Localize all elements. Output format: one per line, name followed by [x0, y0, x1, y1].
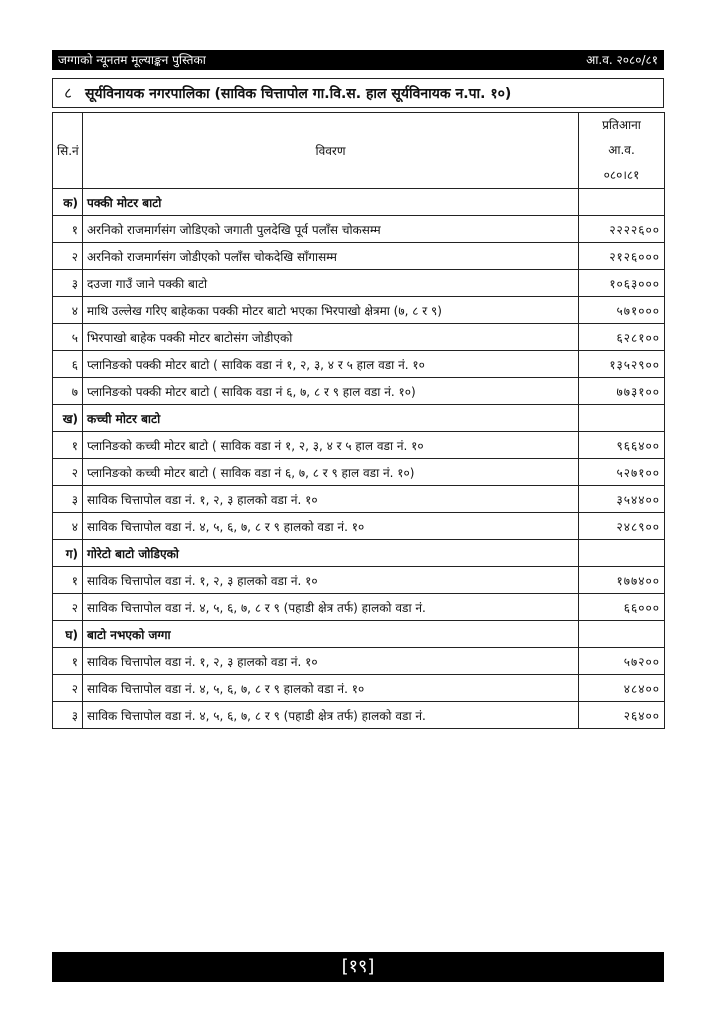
table-row	[53, 324, 665, 351]
serial-number: १	[53, 216, 83, 243]
row-rate: १७७४००	[579, 567, 665, 594]
row-rate: ५७२००	[579, 648, 665, 675]
table-row	[53, 270, 665, 297]
rate-header-line3: ०८०।८१	[603, 168, 640, 182]
table-header-row	[53, 113, 665, 189]
serial-number: १	[53, 648, 83, 675]
table-row	[53, 513, 665, 540]
land-valuation-table	[52, 112, 665, 729]
group-title: बाटो नभएको जग्गा	[83, 621, 579, 648]
row-description: दउजा गाउँ जाने पक्की बाटो	[83, 270, 579, 297]
row-description: माथि उल्लेख गरिए बाहेकका पक्की मोटर बाटो भएका भिरपाखो क्षेत्रमा (७, ८ र ९)	[83, 297, 579, 324]
row-rate: २२२२६००	[579, 216, 665, 243]
rate-header-line2: आ.व.	[608, 143, 635, 157]
table-row	[53, 486, 665, 513]
table-row	[53, 378, 665, 405]
row-description: अरनिको राजमार्गसंग जोडीएको पलाँस चोकदेखि साँगासम्म	[83, 243, 579, 270]
section-row	[53, 540, 665, 567]
serial-number: ३	[53, 270, 83, 297]
row-description: साविक चित्तापोल वडा नं. ४, ५, ६, ७, ८ र ९ हालको वडा नं. १०	[83, 675, 579, 702]
section-row	[53, 405, 665, 432]
row-rate: १३५२९००	[579, 351, 665, 378]
group-label: क)	[53, 189, 83, 216]
row-rate: ४८४००	[579, 675, 665, 702]
serial-number: ७	[53, 378, 83, 405]
serial-number: २	[53, 459, 83, 486]
fiscal-year: आ.व. २०८०/८१	[586, 53, 658, 67]
row-rate: १०६३०००	[579, 270, 665, 297]
table-row	[53, 567, 665, 594]
row-rate: ९६६४००	[579, 432, 665, 459]
page-number: [१९]	[341, 956, 375, 977]
serial-number: २	[53, 243, 83, 270]
section-number: ८	[64, 84, 72, 102]
row-description: साविक चित्तापोल वडा नं. १, २, ३ हालको वडा नं. १०	[83, 486, 579, 513]
row-description: अरनिको राजमार्गसंग जोडिएको जगाती पुलदेखि पूर्व पलाँस चोकसम्म	[83, 216, 579, 243]
group-title: कच्ची मोटर बाटो	[83, 405, 579, 432]
section-title: सूर्यविनायक नगरपालिका (साविक चित्तापोल गा.वि.स. हाल सूर्यविनायक न.पा. १०)	[85, 85, 512, 102]
table-body	[53, 189, 665, 729]
group-rate-empty	[579, 405, 665, 432]
col-header-description: विवरण	[83, 113, 579, 189]
row-description: साविक चित्तापोल वडा नं. १, २, ३ हालको वडा नं. १०	[83, 567, 579, 594]
group-rate-empty	[579, 540, 665, 567]
table-row	[53, 297, 665, 324]
row-rate: २६४००	[579, 702, 665, 729]
group-rate-empty	[579, 621, 665, 648]
row-rate: ६६०००	[579, 594, 665, 621]
serial-number: २	[53, 675, 83, 702]
row-description: प्लानिङको कच्ची मोटर बाटो ( साविक वडा नं १, २, ३, ४ र ५ हाल वडा नं. १०	[83, 432, 579, 459]
row-rate: २१२६०००	[579, 243, 665, 270]
group-label: ग)	[53, 540, 83, 567]
row-description: साविक चित्तापोल वडा नं. १, २, ३ हालको वडा नं. १०	[83, 648, 579, 675]
row-description: प्लानिङको कच्ची मोटर बाटो ( साविक वडा नं ६, ७, ८ र ९ हाल वडा नं. १०)	[83, 459, 579, 486]
row-rate: ७७३१००	[579, 378, 665, 405]
serial-number: ३	[53, 486, 83, 513]
serial-number: ४	[53, 513, 83, 540]
serial-number: ५	[53, 324, 83, 351]
group-title: गोरेटो बाटो जोडिएको	[83, 540, 579, 567]
table-row	[53, 675, 665, 702]
group-rate-empty	[579, 189, 665, 216]
row-description: साविक चित्तापोल वडा नं. ४, ५, ६, ७, ८ र ९ हालको वडा नं. १०	[83, 513, 579, 540]
table-row	[53, 459, 665, 486]
table-row	[53, 243, 665, 270]
row-description: प्लानिङको पक्की मोटर बाटो ( साविक वडा नं ६, ७, ८ र ९ हाल वडा नं. १०)	[83, 378, 579, 405]
section-row	[53, 189, 665, 216]
serial-number: ४	[53, 297, 83, 324]
col-header-sn: सि.नं	[53, 113, 83, 189]
group-label: घ)	[53, 621, 83, 648]
row-description: साविक चित्तापोल वडा नं. ४, ५, ६, ७, ८ र ९ (पहाडी क्षेत्र तर्फ) हालको वडा नं.	[83, 702, 579, 729]
row-rate: ५७१०००	[579, 297, 665, 324]
table-row	[53, 216, 665, 243]
table-row	[53, 594, 665, 621]
serial-number: ६	[53, 351, 83, 378]
page-footer-bar	[52, 952, 664, 982]
section-heading	[52, 78, 664, 108]
serial-number: ३	[53, 702, 83, 729]
section-row	[53, 621, 665, 648]
group-title: पक्की मोटर बाटो	[83, 189, 579, 216]
table-row	[53, 432, 665, 459]
table-row	[53, 702, 665, 729]
booklet-title: जग्गाको न्यूनतम मूल्याङ्कन पुस्तिका	[58, 53, 206, 67]
serial-number: १	[53, 432, 83, 459]
col-header-rate	[579, 113, 665, 189]
row-rate: ३५४४००	[579, 486, 665, 513]
row-description: प्लानिङको पक्की मोटर बाटो ( साविक वडा नं १, २, ३, ४ र ५ हाल वडा नं. १०	[83, 351, 579, 378]
table-row	[53, 351, 665, 378]
page-header-bar	[52, 50, 664, 70]
row-description: भिरपाखो बाहेक पक्की मोटर बाटोसंग जोडीएको	[83, 324, 579, 351]
serial-number: २	[53, 594, 83, 621]
group-label: ख)	[53, 405, 83, 432]
table-row	[53, 648, 665, 675]
serial-number: १	[53, 567, 83, 594]
row-rate: ६२८१००	[579, 324, 665, 351]
rate-header-line1: प्रतिआना	[602, 118, 641, 132]
row-rate: ५२७१००	[579, 459, 665, 486]
row-description: साविक चित्तापोल वडा नं. ४, ५, ६, ७, ८ र ९ (पहाडी क्षेत्र तर्फ) हालको वडा नं.	[83, 594, 579, 621]
row-rate: २४८९००	[579, 513, 665, 540]
